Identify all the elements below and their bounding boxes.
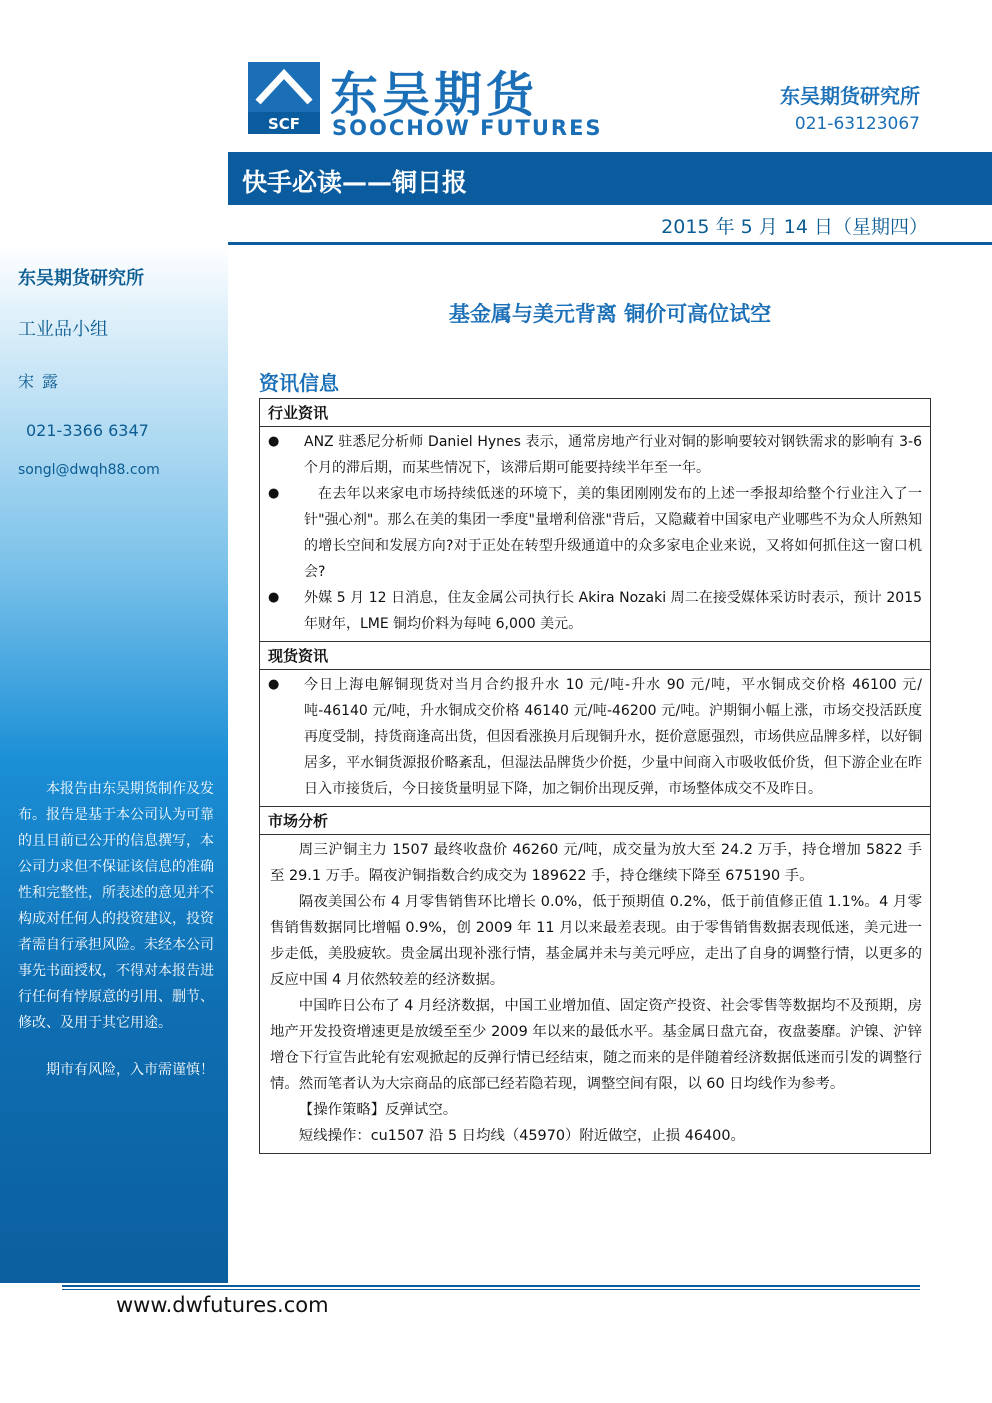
table-row [260, 427, 931, 642]
table-row [260, 399, 931, 427]
logo-wordmark-cn: 东吴期货 [330, 67, 539, 123]
sidebar [0, 0, 228, 1283]
section-title: 资讯信息 [259, 371, 339, 395]
footer-divider [62, 1285, 920, 1287]
header-org: 东吴期货研究所 [780, 84, 920, 108]
table-row [260, 835, 931, 1154]
headline: 基金属与美元背离 铜价可高位试空 [448, 302, 772, 326]
sidebar-org: 东吴期货研究所 [18, 268, 144, 289]
info-table [259, 398, 931, 1154]
sidebar-author: 宋露 [18, 372, 67, 391]
report-title: 快手必读——铜日报 [242, 168, 468, 197]
header-phone: 021-63123067 [794, 114, 920, 134]
table-row [260, 642, 931, 670]
date-divider [228, 242, 992, 245]
list-item: ● 在去年以来家电市场持续低迷的环境下，美的集团刚刚发布的上述一季报却给整个行业注入了一针"强心剂"。那么在美的集团一季度"量增利倍涨"背后，又隐藏着中国家电产业哪些不为众人所熟知的增长空间和发展方向?对于正处在转型升级通道中的众多家电企业来说，又将如何抓住这一窗口机会? [268, 481, 922, 585]
category-spot: 现货资讯 [260, 642, 931, 670]
analysis-paragraph: 中国昨日公布了 4 月经济数据，中国工业增加值、固定资产投资、社会零售等数据均不及预期，房地产开发投资增速更是放缓至至少 2009 年以来的最低水平。基金属日盘亢奋，夜盘萎靡。沪镍、沪锌增仓下行宣告此轮有宏观掀起的反弹行情已经结束，随之而来的是伴随着经济数据低迷而引发的调整行情。然而笔者认为大宗商品的底部已经若隐若现，调整空间有限，以 60 日均线作为参考。 [270, 998, 922, 1092]
table-row [260, 670, 931, 807]
list-item: ● 外媒 5 月 12 日消息，住友金属公司执行长 Akira Nozaki 周二在接受媒体采访时表示，预计 2015 年财年，LME 铜均价料为每吨 6,000 美元。 [268, 585, 922, 637]
bullet-icon: ● [268, 486, 280, 501]
sidebar-email[interactable]: songl@dwqh88.com [18, 462, 160, 478]
analysis-paragraph: 周三沪铜主力 1507 最终收盘价 46260 元/吨，成交量为放大至 24.2 万手，持仓增加 5822 手至 29.1 万手。隔夜沪铜指数合约成交为 189622 手，持仓继续下降至 675190 手。 [270, 842, 922, 884]
category-industry: 行业资讯 [260, 399, 931, 427]
scf-logo-icon [248, 62, 320, 134]
list-item: ● 今日上海电解铜现货对当月合约报升水 10 元/吨-升水 90 元/吨，平水铜成交价格 46100 元/吨-46140 元/吨，升水铜成交价格 46140 元/吨-46200 元/吨。沪期铜小幅上涨，市场交投活跃度再度受制，持货商逢高出货，但因看涨换月后现铜升水，挺价意愿强烈，市场供应品牌多样，以好铜居多，平水铜货源报价略紊乱，但湿法品牌货少价挺，少量中间商入市吸收低价货，但下游企业在昨日入市接货后，今日接货量明显下降，加之铜价出现反弹，市场整体成交不及昨日。 [268, 672, 922, 802]
footer-divider-thin [62, 1289, 920, 1290]
sidebar-risk-warning: 期市有风险，入市需谨慎！ [46, 1062, 214, 1078]
logo-wordmark-en: SOOCHOW FUTURES [332, 116, 603, 140]
analysis-paragraph: 隔夜美国公布 4 月零售销售环比增长 0.0%，低于预期值 0.2%，低于前值修正值 1.1%。4 月零售销售数据同比增幅 0.9%，创 2009 年 11 月以来最差表现。由于零售销售数据表现低迷，美元进一步走低，美股疲软。贵金属出现补涨行情，基金属并未与美元呼应，走出了自身的调整行情，以更多的反应中国 4 月依然较差的经济数据。 [270, 894, 922, 988]
sidebar-group: 工业品小组 [18, 319, 108, 340]
strategy-line: 【操作策略】反弹试空。 [298, 1102, 458, 1118]
report-date: 2015 年 5 月 14 日（星期四） [661, 216, 928, 238]
list-item: ● ANZ 驻悉尼分析师 Daniel Hynes 表示，通常房地产行业对铜的影响要较对钢铁需求的影响有 3-6 个月的滞后期，而某些情况下，该滞后期可能要持续半年至一年。 [268, 429, 922, 481]
bullet-icon: ● [268, 677, 280, 692]
bullet-icon: ● [268, 590, 280, 605]
bullet-icon: ● [268, 434, 280, 449]
category-analysis: 市场分析 [260, 807, 931, 835]
sidebar-phone: 021-3366 6347 [26, 421, 149, 440]
logo-mark-text: SCF [267, 115, 301, 133]
sidebar-disclaimer: 本报告由东吴期货制作及发布。报告是基于本公司认为可靠的且目前已公开的信息撰写，本公司力求但不保证该信息的准确性和完整性，所表述的意见并不构成对任何人的投资建议，投资者需自行承担风险。未经本公司事先书面授权，不得对本报告进行任何有悖原意的引用、删节、修改、及用于其它用途。 [18, 781, 214, 1031]
table-row [260, 807, 931, 835]
footer-url[interactable]: www.dwfutures.com [116, 1293, 329, 1317]
short-term-line: 短线操作：cu1507 沿 5 日均线（45970）附近做空，止损 46400。 [298, 1128, 745, 1144]
